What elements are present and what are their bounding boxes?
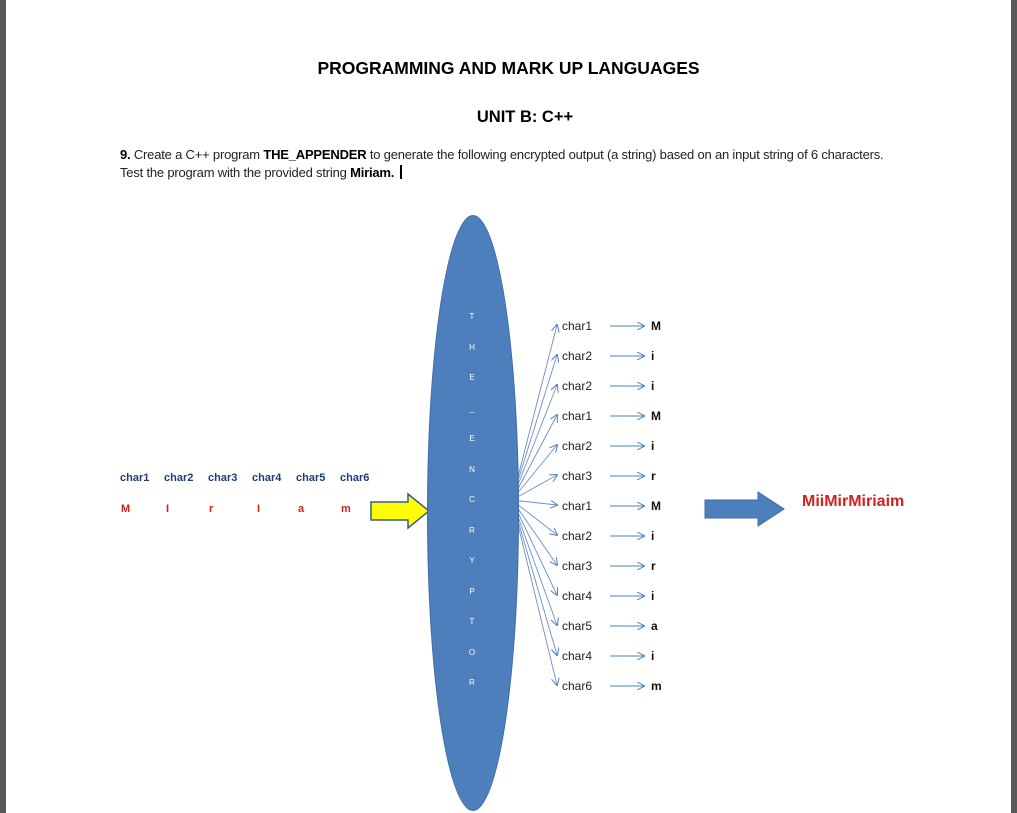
encryptor-ellipse [427,215,519,811]
mapping-output-char: a [651,619,658,633]
encryptor-letter: _ [469,403,475,413]
encryptor-letter: R [469,525,475,535]
page-title: PROGRAMMING AND MARK UP LANGUAGES [317,58,700,78]
question-number: 9. [120,147,131,162]
encrypted-result: MiiMirMiriaim [802,493,905,510]
mapping-output-char: i [651,349,655,363]
input-char: m [341,503,351,515]
input-header: char1 [120,472,150,484]
question-text-2: to generate the following encrypted output (a string) based on an input string of 6 characters. Test the program with the provided string [120,147,884,180]
output-arrow [705,492,784,526]
encryptor-letter: E [469,373,475,382]
mapping-output-char: i [651,439,655,453]
input-header: char3 [208,472,238,484]
mapping-output-char: m [651,679,662,693]
encryptor-letter: O [468,647,476,657]
mapping-output-char: r [651,469,656,483]
mapping-label: char1 [562,409,593,423]
mapping-label: char1 [562,499,593,513]
mapping-label: char3 [562,559,593,573]
mapping-output-char: M [651,319,661,333]
unit-heading: UNIT B: C++ [476,108,574,126]
question-text-1: Create a C++ program [130,147,264,162]
mapping-output-char: i [651,379,655,393]
mapping-output-char: r [651,559,656,573]
fan-line [512,325,557,500]
mapping-output-char: M [651,409,661,423]
input-header: char5 [296,472,326,484]
encryptor-letter: T [469,312,475,321]
input-char: I [166,503,170,515]
mapping-label: char6 [562,679,593,693]
mapping-label: char2 [562,349,593,363]
encryptor-letter: Y [469,556,475,565]
mapping-label: char2 [562,379,593,393]
mapping-label: char3 [562,469,593,483]
encryptor-letter: T [469,617,475,626]
mapping-label: char2 [562,529,593,543]
input-char: r [209,503,214,515]
encryptor-letter: E [469,434,475,443]
mapping-label: char2 [562,439,593,453]
encryptor-letter: P [469,586,475,596]
mapping-label: char4 [562,589,593,603]
encryptor-letter: H [469,342,475,352]
program-name: THE_APPENDER [263,147,367,162]
encryptor-letter: R [469,678,475,687]
mapping-label: char1 [562,319,593,333]
mapping-output-char: i [651,589,655,603]
test-string: Miriam. [350,165,395,180]
input-arrow [371,494,429,528]
mapping-output-char: M [651,499,661,513]
input-header: char4 [252,472,282,484]
encryptor-letter: C [469,495,475,504]
input-header: char2 [164,472,194,484]
input-char: M [121,503,131,515]
input-char: I [257,503,261,515]
input-header: char6 [340,472,370,484]
input-char: a [298,503,305,515]
mapping-label: char5 [562,619,593,633]
mapping-output-char: i [651,529,655,543]
mapping-label: char4 [562,649,593,663]
mapping-arrows [610,326,644,686]
mapping-output-char: i [651,649,655,663]
encryptor-letter: N [469,464,475,474]
